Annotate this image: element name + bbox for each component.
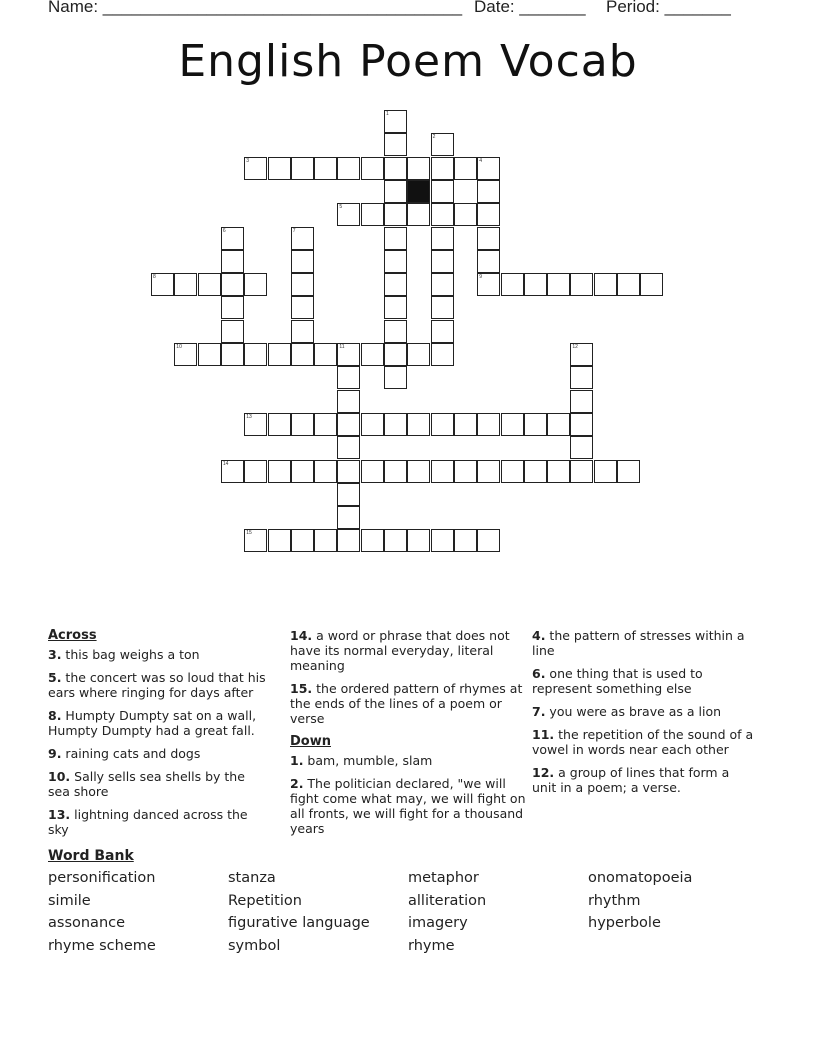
crossword-cell[interactable] [501,460,524,483]
crossword-cell[interactable] [221,320,244,343]
word-bank-item: simile [48,892,91,909]
crossword-cell[interactable] [384,413,407,436]
crossword-cell[interactable] [594,460,617,483]
crossword-cell[interactable] [221,227,244,250]
word-bank-heading: Word Bank [48,848,134,864]
crossword-cell[interactable] [198,343,221,366]
crossword-cell[interactable] [431,157,454,180]
crossword-cell[interactable] [617,273,640,296]
clue-number: 10. [48,769,71,784]
clue-item [48,769,270,799]
crossword-cell[interactable] [570,366,593,389]
crossword-cell[interactable] [570,413,593,436]
crossword-cell[interactable] [570,460,593,483]
crossword-black-cell [407,180,430,203]
clue-item [48,670,270,700]
crossword-cell[interactable] [337,203,360,226]
cell-number: 13 [246,413,252,420]
crossword-cell[interactable] [524,460,547,483]
word-bank-item: onomatopoeia [588,870,693,886]
crossword-cell[interactable] [361,413,384,436]
crossword-cell[interactable] [291,273,314,296]
crossword-cell[interactable] [431,203,454,226]
clue-number: 7. [532,704,546,719]
date-field[interactable]: Date: _______ [474,0,586,16]
cell-number: 8 [153,274,156,281]
word-bank [48,870,768,960]
word-bank-item: rhyme [408,937,455,954]
clue-text: The politician declared, "we will fight come what may, we will fight on all fronts, we will fight for a thousand years [290,776,526,836]
clue-text: you were as brave as a lion [545,704,722,719]
crossword-cell[interactable] [384,296,407,319]
crossword-cell[interactable] [384,320,407,343]
crossword-cell[interactable] [454,413,477,436]
crossword-cell[interactable] [221,343,244,366]
crossword-cell[interactable] [314,343,337,366]
crossword-cell[interactable] [570,390,593,413]
clues-column-1 [48,628,270,845]
cell-number: 15 [246,530,252,537]
crossword-cell[interactable] [221,460,244,483]
crossword-cell[interactable] [337,529,360,552]
crossword-cell[interactable] [407,203,430,226]
cell-number: 4 [479,157,482,164]
crossword-cell[interactable] [454,203,477,226]
crossword-cell[interactable] [477,460,500,483]
crossword-cell[interactable] [268,157,291,180]
crossword-cell[interactable] [547,413,570,436]
crossword-cell[interactable] [431,413,454,436]
crossword-cell[interactable] [454,460,477,483]
clue-number: 6. [532,666,546,681]
page-title: English Poem Vocab [178,36,638,87]
crossword-cell[interactable] [407,529,430,552]
crossword-cell[interactable] [524,413,547,436]
word-bank-item: alliteration [408,892,487,909]
crossword-cell[interactable] [314,413,337,436]
crossword-cell[interactable] [221,273,244,296]
cell-number: 9 [479,274,482,281]
crossword-cell[interactable] [431,273,454,296]
cell-number: 1 [386,111,389,117]
crossword-cell[interactable] [617,460,640,483]
clue-number: 8. [48,708,62,723]
crossword-cell[interactable] [337,483,360,506]
crossword-cell[interactable] [477,250,500,273]
crossword-cell[interactable] [361,460,384,483]
crossword-cell[interactable] [337,413,360,436]
crossword-cell[interactable] [291,227,314,250]
crossword-cell[interactable] [431,227,454,250]
crossword-cell[interactable] [314,460,337,483]
across-heading: Across [48,628,97,643]
crossword-cell[interactable] [384,460,407,483]
down-heading: Down [290,734,331,749]
crossword-cell[interactable] [361,529,384,552]
clue-text: Sally sells sea shells by the sea shore [48,769,245,799]
name-field[interactable]: Name: ______________________________________ [48,0,463,16]
crossword-cell[interactable] [384,110,407,133]
crossword-cell[interactable] [407,460,430,483]
crossword-cell[interactable] [198,273,221,296]
crossword-cell[interactable] [477,157,500,180]
word-bank-item: stanza [228,870,276,886]
cell-number: 2 [432,134,436,141]
crossword-cell[interactable] [337,436,360,459]
crossword-cell[interactable] [244,343,267,366]
clue-number: 4. [532,628,546,643]
clue-text: bam, mumble, slam [303,753,433,768]
clue-number: 12. [532,765,555,780]
clue-item [48,708,270,738]
clue-item [532,765,754,795]
crossword-cell[interactable] [361,157,384,180]
crossword-cell[interactable] [407,157,430,180]
clue-item [532,666,754,696]
clue-text: the pattern of stresses within a line [532,628,745,658]
cell-number: 11 [339,344,345,350]
clue-text: a word or phrase that does not have its normal everyday, literal meaning [290,628,510,673]
crossword-cell[interactable] [291,460,314,483]
clues-column-2 [290,628,526,844]
crossword-cell[interactable] [291,250,314,273]
crossword-cell[interactable] [501,413,524,436]
crossword-cell[interactable] [594,273,617,296]
word-bank-item: rhythm [588,892,641,909]
clue-number: 13. [48,807,71,822]
crossword-cell[interactable] [291,343,314,366]
crossword-cell[interactable] [640,273,663,296]
crossword-cell[interactable] [431,133,454,156]
crossword-cell[interactable] [570,436,593,459]
crossword-cell[interactable] [268,413,291,436]
crossword-cell[interactable] [477,413,500,436]
clue-text: this bag weighs a ton [61,647,200,662]
clue-item [532,727,754,757]
clue-number: 9. [48,746,62,761]
word-bank-item: symbol [228,937,281,954]
crossword-cell[interactable] [501,273,524,296]
crossword-cell[interactable] [174,343,197,366]
crossword-cell[interactable] [314,157,337,180]
crossword-cell[interactable] [384,227,407,250]
clue-number: 5. [48,670,62,685]
word-bank-item: imagery [408,915,468,931]
crossword-cell[interactable] [431,460,454,483]
crossword-cell[interactable] [268,529,291,552]
clue-item [532,628,754,658]
crossword-cell[interactable] [570,273,593,296]
crossword-cell[interactable] [431,320,454,343]
clue-text: a group of lines that form a unit in a poem; a verse. [532,765,730,795]
crossword-cell[interactable] [384,157,407,180]
cell-number: 3 [246,157,249,164]
cell-number: 5 [339,204,343,211]
crossword-cell[interactable] [291,157,314,180]
crossword-cell[interactable] [454,157,477,180]
cell-number: 10 [176,344,182,350]
cell-number: 7 [292,227,296,234]
crossword-cell[interactable] [384,529,407,552]
clue-item [48,647,270,662]
word-bank-item: assonance [48,915,126,931]
crossword-cell[interactable] [221,296,244,319]
clue-text: lightning danced across the sky [48,807,248,837]
period-field[interactable]: Period: _______ [606,0,731,16]
clue-text: the ordered pattern of rhymes at the ends of the lines of a poem or verse [290,681,523,726]
crossword-cell[interactable] [547,460,570,483]
crossword-cell[interactable] [337,506,360,529]
clue-text: raining cats and dogs [61,746,201,761]
crossword-cell[interactable] [477,273,500,296]
crossword-cell[interactable] [431,250,454,273]
crossword-cell[interactable] [291,413,314,436]
clue-number: 3. [48,647,62,662]
crossword-cell[interactable] [244,273,267,296]
crossword-cell[interactable] [337,157,360,180]
crossword-cell[interactable] [337,460,360,483]
crossword-cell[interactable] [454,529,477,552]
word-bank-item: personification [48,870,156,886]
word-bank-item: rhyme scheme [48,937,156,954]
crossword-cell[interactable] [477,180,500,203]
clue-text: one thing that is used to represent something else [532,666,703,696]
word-bank-item: figurative language [228,915,370,931]
crossword-cell[interactable] [337,343,360,366]
crossword-cell[interactable] [431,343,454,366]
crossword-cell[interactable] [477,203,500,226]
crossword-cell[interactable] [384,133,407,156]
crossword-cell[interactable] [384,366,407,389]
crossword-cell[interactable] [244,157,267,180]
crossword-cell[interactable] [570,343,593,366]
word-bank-item: hyperbole [588,915,661,931]
cell-number: 6 [222,227,226,234]
crossword-cell[interactable] [407,343,430,366]
clue-text: Humpty Dumpty sat on a wall, Humpty Dumpty had a great fall. [48,708,257,738]
clue-item [290,753,526,768]
clue-text: the repetition of the sound of a vowel in words near each other [532,727,754,757]
crossword-cell[interactable] [384,250,407,273]
clue-number: 11. [532,727,555,742]
clue-number: 15. [290,681,313,696]
crossword-cell[interactable] [151,273,174,296]
crossword-cell[interactable] [361,343,384,366]
crossword-cell[interactable] [477,529,500,552]
crossword-cell[interactable] [174,273,197,296]
crossword-cell[interactable] [407,413,430,436]
crossword-cell[interactable] [314,529,337,552]
crossword-cell[interactable] [384,343,407,366]
crossword-cell[interactable] [384,180,407,203]
clue-item [48,807,270,837]
crossword-cell[interactable] [268,343,291,366]
crossword-cell[interactable] [337,366,360,389]
clue-item [290,628,526,673]
crossword-cell[interactable] [547,273,570,296]
clue-item [290,776,526,836]
crossword-cell[interactable] [337,390,360,413]
crossword-cell[interactable] [384,203,407,226]
crossword-cell[interactable] [524,273,547,296]
crossword-cell[interactable] [431,180,454,203]
word-bank-item: metaphor [408,870,479,886]
crossword-cell[interactable] [291,320,314,343]
clues-column-3 [532,628,754,803]
crossword-cell[interactable] [477,227,500,250]
crossword-cell[interactable] [431,296,454,319]
clue-number: 1. [290,753,304,768]
word-bank-item: Repetition [228,892,302,909]
crossword-cell[interactable] [268,460,291,483]
crossword-cell[interactable] [431,529,454,552]
crossword-cell[interactable] [291,296,314,319]
cell-number: 12 [572,344,578,350]
clue-item [48,746,270,761]
crossword-cell[interactable] [244,460,267,483]
clue-text: the concert was so loud that his ears where ringing for days after [48,670,266,700]
clue-item [532,704,754,719]
crossword-cell[interactable] [361,203,384,226]
clue-number: 14. [290,628,313,643]
crossword-cell[interactable] [384,273,407,296]
clue-number: 2. [290,776,304,791]
crossword-cell[interactable] [291,529,314,552]
clue-item [290,681,526,726]
crossword-cell[interactable] [244,529,267,552]
crossword-cell[interactable] [221,250,244,273]
crossword-cell[interactable] [244,413,267,436]
cell-number: 14 [222,460,229,467]
